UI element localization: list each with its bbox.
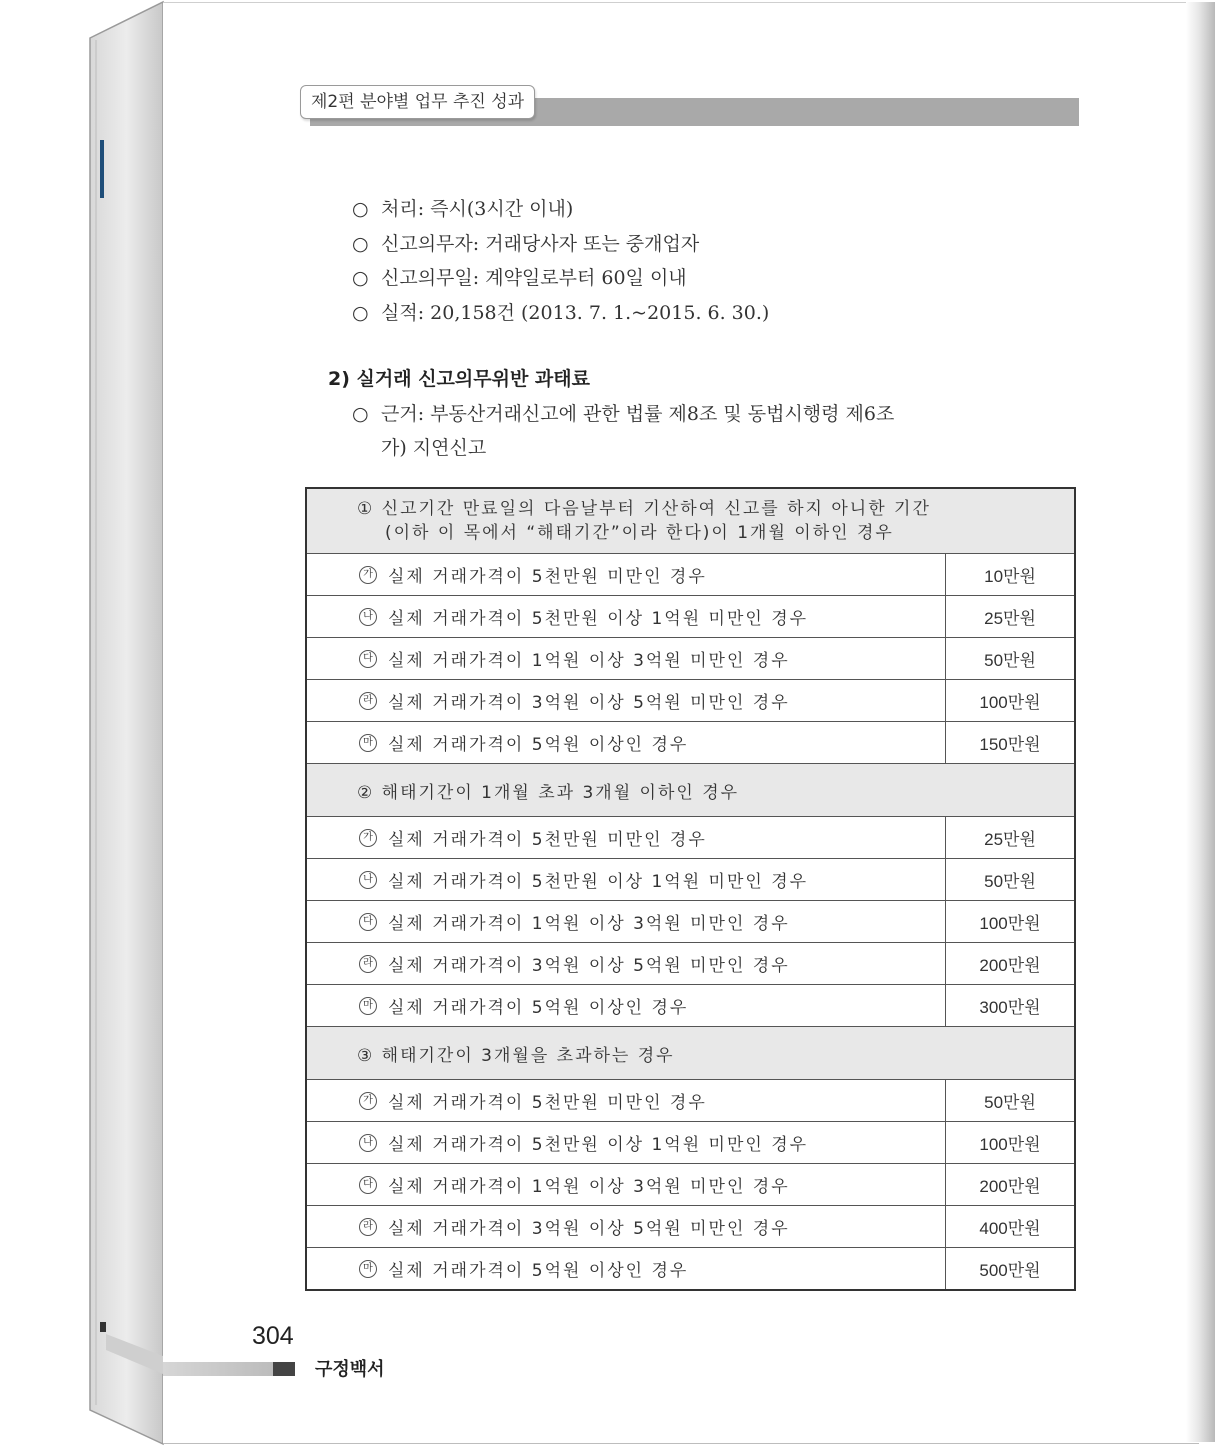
group-number: ③ [357,1045,375,1066]
row-description: 실제 거래가격이 3억원 이상 5억원 미만인 경우 [388,1219,790,1239]
row-marker: 나 [359,608,377,626]
row-marker: 마 [359,734,377,752]
bullet-mark: ○ [352,232,369,255]
page-number: 304 [252,1322,294,1350]
table-row [306,901,1075,943]
row-description: 실제 거래가격이 5천만원 미만인 경우 [388,567,707,587]
group-condition: 해태기간이 1개월 초과 3개월 이하인 경우 [381,782,740,803]
table-group-header [306,764,1075,817]
table-row [306,722,1075,764]
row-marker: 가 [359,829,377,847]
row-amount: 100만원 [946,1122,1076,1164]
bullet-obligor [352,227,1112,262]
bullet-text: 신고의무자: 거래당사자 또는 중개업자 [381,232,700,255]
row-amount: 50만원 [946,1080,1076,1122]
table-row [306,817,1075,859]
group-number: ① [357,499,375,519]
bullet-mark: ○ [352,198,369,220]
row-amount: 50만원 [946,638,1076,680]
group-number: ② [357,782,375,803]
table-row [306,859,1075,901]
row-description: 실제 거래가격이 5천만원 이상 1억원 미만인 경우 [388,1135,809,1155]
footer-bar-block [273,1362,295,1376]
row-amount: 400만원 [946,1206,1076,1248]
page-edge-shadow [1186,2,1215,1442]
row-amount: 25만원 [946,596,1076,638]
row-marker: 나 [359,871,377,889]
row-description: 실제 거래가격이 1억원 이상 3억원 미만인 경우 [388,914,790,934]
row-description: 실제 거래가격이 5천만원 미만인 경우 [388,1093,707,1113]
group-condition-continued: (이하 이 목에서 “해태기간”이라 한다)이 1개월 이하인 경우 [385,523,894,543]
row-marker: 라 [359,692,377,710]
row-description: 실제 거래가격이 1억원 이상 3억원 미만인 경우 [388,651,790,671]
subsection-title: 가) 지연신고 [381,437,487,459]
row-marker: 나 [359,1134,377,1152]
row-marker: 다 [359,913,377,931]
row-amount: 100만원 [946,901,1076,943]
row-amount: 300만원 [946,985,1076,1027]
table-group-header [306,1027,1075,1080]
section-header-label: 제2편 분야별 업무 추진 성과 [300,85,535,119]
bullet-results [352,296,1112,331]
row-marker: 라 [359,1218,377,1236]
spine-blue-mark [100,140,104,198]
info-bullet-list [352,192,1112,330]
row-marker: 가 [359,566,377,584]
row-description: 실제 거래가격이 5억원 이상인 경우 [388,998,689,1018]
table-row [306,638,1075,680]
row-amount: 50만원 [946,859,1076,901]
row-amount: 100만원 [946,680,1076,722]
row-description: 실제 거래가격이 5억원 이상인 경우 [388,735,689,755]
bullet-mark: ○ [352,403,369,425]
group-condition: 해태기간이 3개월을 초과하는 경우 [381,1045,675,1066]
bullet-mark: ○ [352,301,369,324]
table-row [306,1248,1075,1291]
table-row [306,596,1075,638]
table-row [306,943,1075,985]
row-amount: 200만원 [946,1164,1076,1206]
bullet-text: 실적: 20,158건 (2013. 7. 1.~2015. 6. 30.) [381,301,770,324]
row-description: 실제 거래가격이 3억원 이상 5억원 미만인 경우 [388,956,790,976]
row-amount: 150만원 [946,722,1076,764]
table-group-header [306,488,1075,554]
row-amount: 200만원 [946,943,1076,985]
table-row [306,1122,1075,1164]
section-title: 2) 실거래 신고의무위반 과태료 [328,368,590,390]
row-description: 실제 거래가격이 5천만원 이상 1억원 미만인 경우 [388,872,809,892]
legal-basis [352,398,894,430]
legal-basis-text: 근거: 부동산거래신고에 관한 법률 제8조 및 동법시행령 제6조 [381,403,895,425]
row-amount: 500만원 [946,1248,1076,1291]
row-marker: 가 [359,1092,377,1110]
row-description: 실제 거래가격이 3억원 이상 5억원 미만인 경우 [388,693,790,713]
row-marker: 다 [359,650,377,668]
group-condition: 신고기간 만료일의 다음날부터 기산하여 신고를 하지 아니한 기간 [381,499,931,519]
bullet-text: 처리: 즉시(3시간 이내) [381,198,574,220]
book-title: 구정백서 [315,1359,385,1380]
bullet-processing [352,192,1112,227]
table-row [306,1206,1075,1248]
row-marker: 다 [359,1176,377,1194]
row-description: 실제 거래가격이 1억원 이상 3억원 미만인 경우 [388,1177,790,1197]
bullet-deadline [352,261,1112,296]
table-row [306,554,1075,596]
row-description: 실제 거래가격이 5천만원 미만인 경우 [388,830,707,850]
row-marker: 라 [359,955,377,973]
bullet-text: 신고의무일: 계약일로부터 60일 이내 [381,267,687,289]
footer-bar [163,1362,273,1376]
table-row [306,985,1075,1027]
fine-table [305,487,1076,1291]
bullet-mark: ○ [352,267,369,289]
row-description: 실제 거래가격이 5천만원 이상 1억원 미만인 경우 [388,609,809,629]
row-amount: 10만원 [946,554,1076,596]
row-marker: 마 [359,1260,377,1278]
row-amount: 25만원 [946,817,1076,859]
row-description: 실제 거래가격이 5억원 이상인 경우 [388,1261,689,1281]
table-row [306,1080,1075,1122]
row-marker: 마 [359,997,377,1015]
table-row [306,680,1075,722]
table-row [306,1164,1075,1206]
